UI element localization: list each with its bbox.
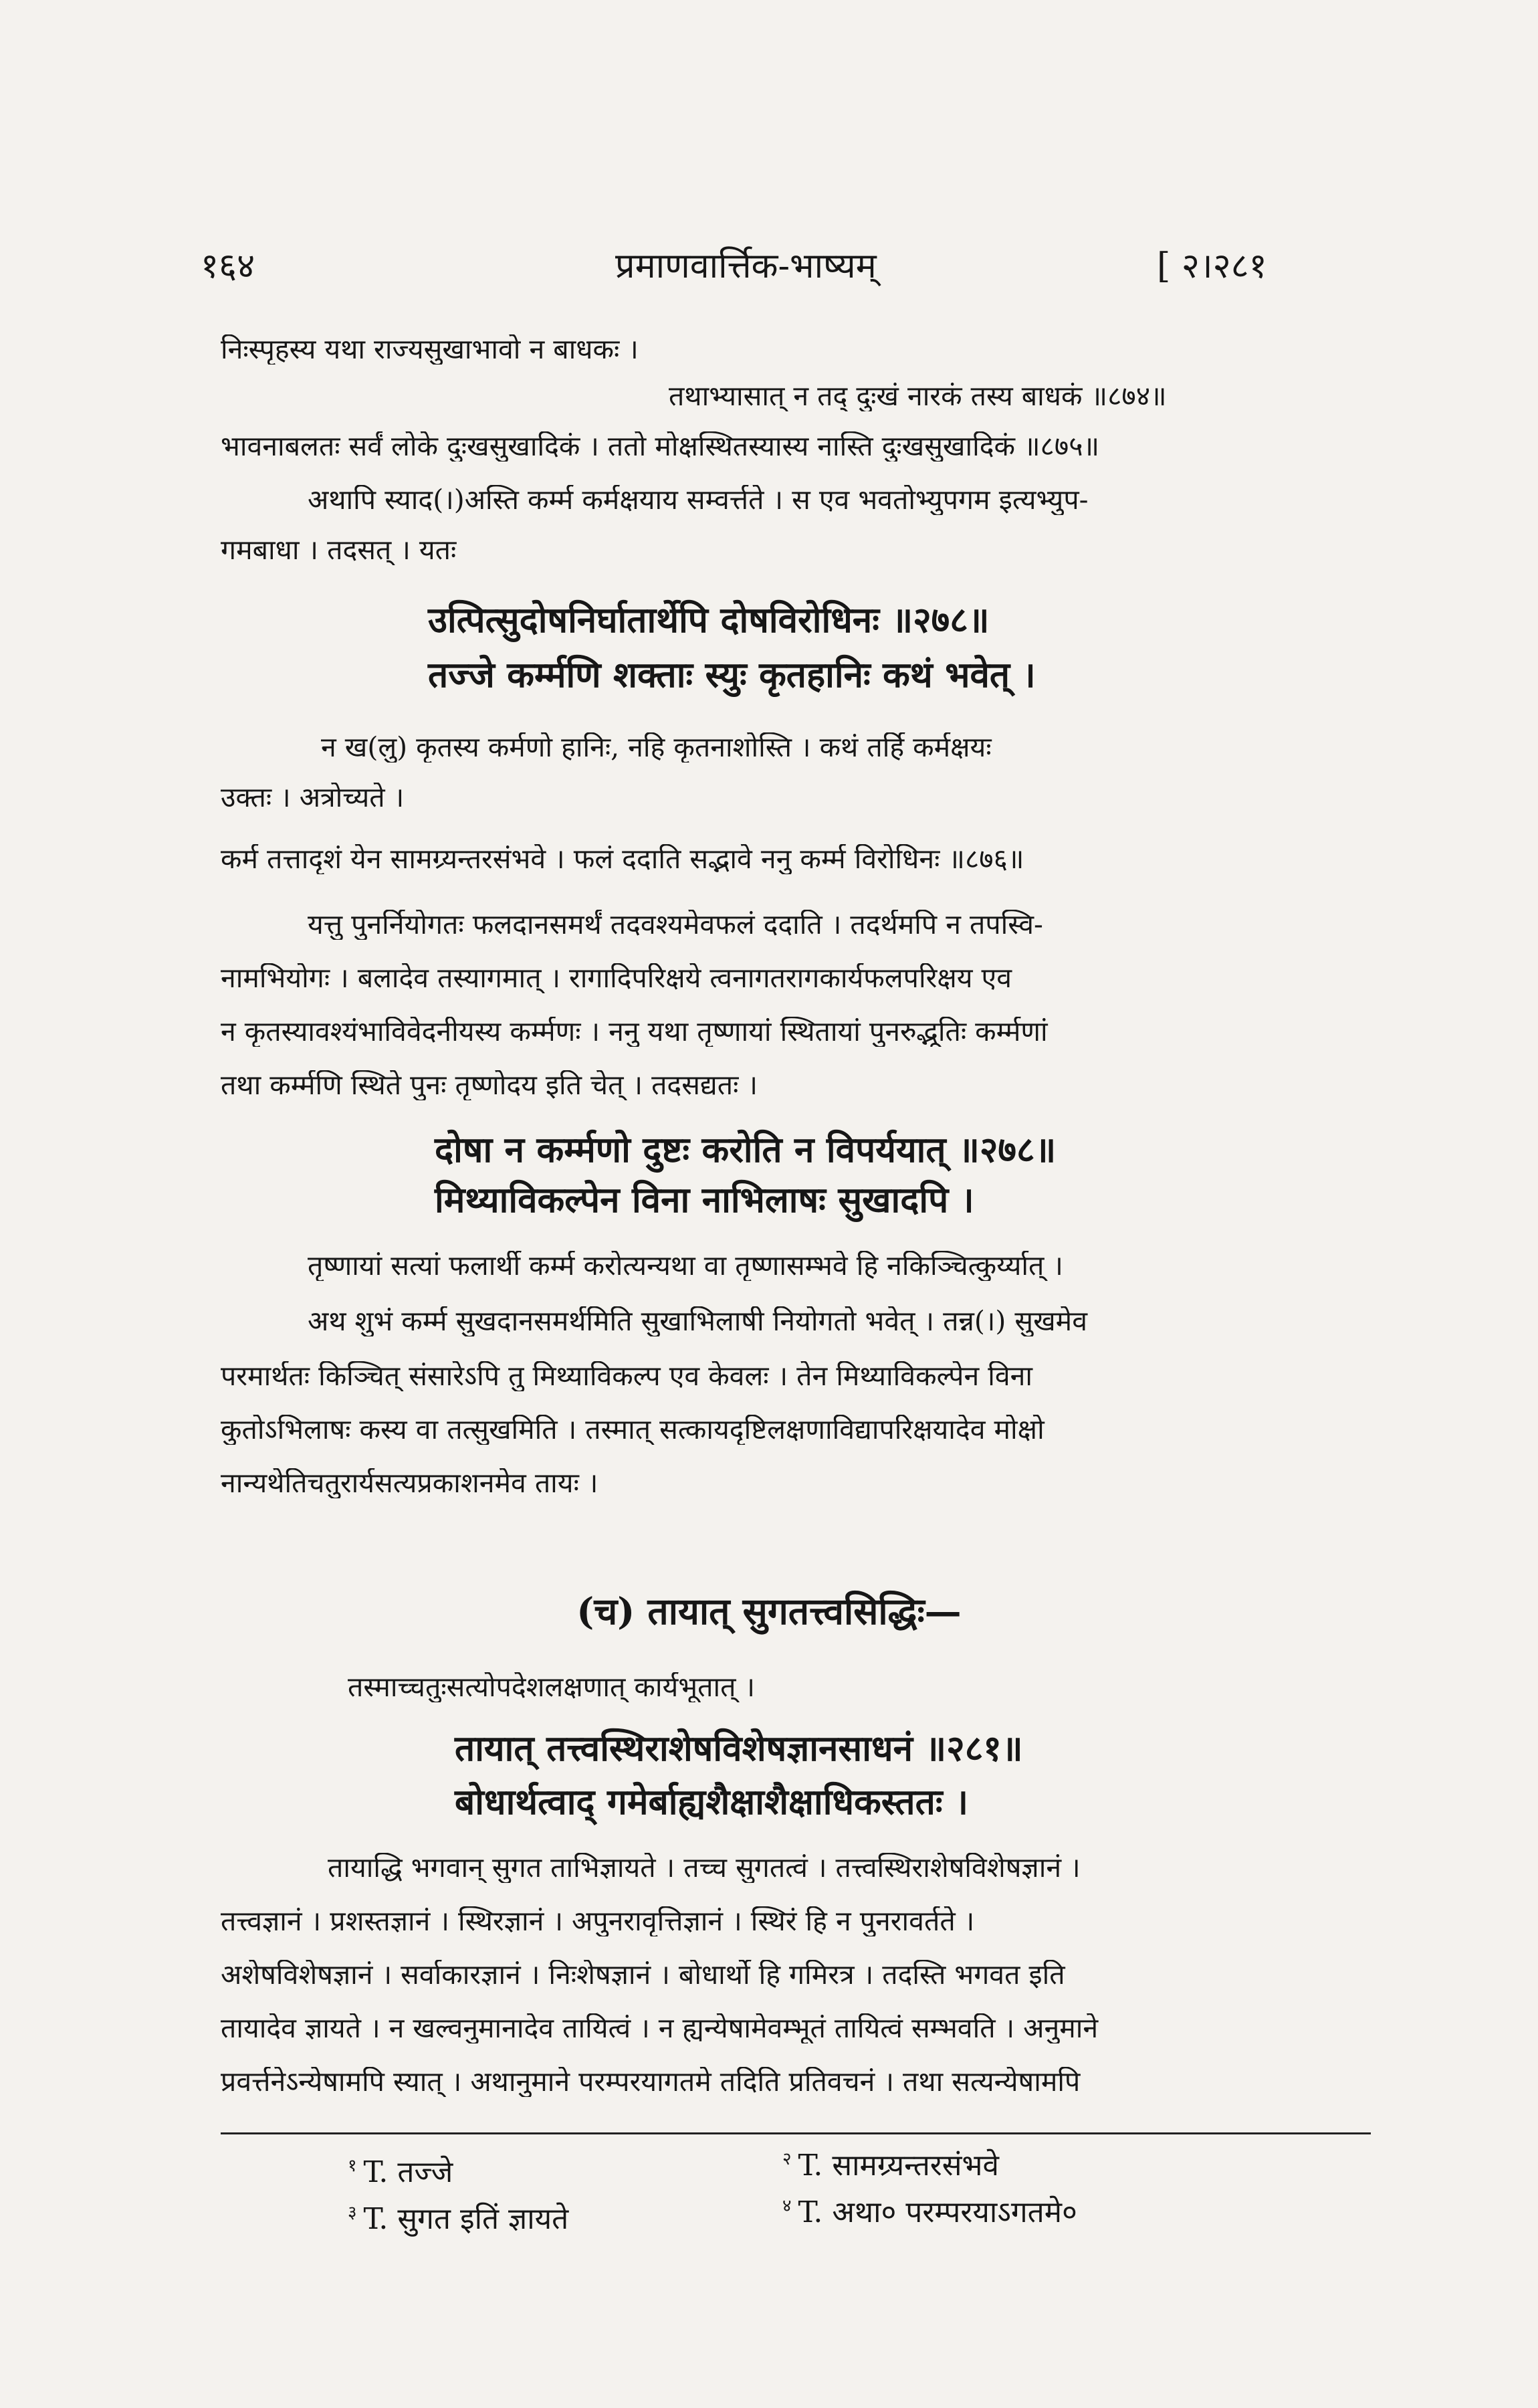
verse-line: बोधार्थत्वाद् गमेर्बाह्यशैक्षाशैक्षाधिकस्ततः । [455, 1781, 969, 1823]
text-line: अशेषविशेषज्ञानं । सर्वाकारज्ञानं । निःशेषज्ञानं । बोधार्थो हि गमिरत्र । तदस्ति भगवत इति [221, 1960, 1065, 1991]
text-line: निःस्पृहस्य यथा राज्यसुखाभावो न बाधकः । [221, 334, 639, 365]
text-line: नामभियोगः । बलादेव तस्यागमात् । रागादिपरिक्षये त्वनागतरागकार्यफलपरिक्षय एव [221, 963, 1012, 994]
text-line: यत्तु पुनर्नियोगतः फलदानसमर्थं तदवश्यमेवफलं ददाति । तदर्थमपि न तपस्वि- [308, 910, 1043, 940]
text-line: भावनाबलतः सर्वं लोके दुःखसुखादिकं । ततो मोक्षस्थितस्यास्य नास्ति दुःखसुखादिकं ॥८७५॥ [221, 431, 1100, 462]
footnote [348, 2197, 568, 2237]
footnote-text: T. सुगत इतिं ज्ञायते [363, 2202, 569, 2236]
footnote-divider [221, 2132, 1371, 2134]
text-line: प्रवर्त्तनेऽन्येषामपि स्यात् । अथानुमाने परम्परयागतमे तदिति प्रतिवचनं । तथा सत्यन्येषामपि [221, 2067, 1081, 2098]
footnote [782, 2191, 1077, 2231]
text-line: अथ शुभं कर्म्म सुखदानसमर्थमिति सुखाभिलाषी नियोगतो भवेत् । तन्न(।) सुखमेव [308, 1306, 1088, 1337]
text-line: तायाद्धि भगवान् सुगत ताभिज्ञायते । तच्च सुगतत्वं । तत्त्वस्थिराशेषविशेषज्ञानं । [328, 1853, 1081, 1884]
verse-line: तायात् तत्त्वस्थिराशेषविशेषज्ञानसाधनं ॥२८१॥ [455, 1728, 1023, 1769]
text-line: तृष्णायां सत्यां फलार्थी कर्म्म करोत्यन्यथा वा तृष्णासम्भवे हि नकिञ्चित्कुर्य्यात् । [308, 1251, 1063, 1282]
footnote-text: T. तज्जे [363, 2155, 453, 2189]
text-line: तस्माच्चतुःसत्योपदेशलक्षणात् कार्यभूतात् । [348, 1672, 756, 1703]
verse-line: दोषा न कर्म्मणो दुष्टः करोति न विपर्ययात् ॥२७८॥ [435, 1129, 1057, 1171]
footnote-text: T. सामग्र्यन्तरसंभवे [798, 2148, 999, 2183]
text-line: गमबाधा । तदसत् । यतः [221, 535, 457, 566]
text-line: उक्तः । अत्रोच्यते । [221, 783, 405, 813]
footnote [782, 2144, 999, 2184]
verse-line: तज्जे कर्म्मणि शक्ताः स्युः कृतहानिः कथं भवेत् । [428, 654, 1036, 696]
footnote-text: T. अथा० परम्परयाऽगतमे० [798, 2195, 1077, 2229]
text-line: तत्त्वज्ञानं । प्रशस्तज्ञानं । स्थिरज्ञानं । अपुनरावृत्तिज्ञानं । स्थिरं हि न पुनरावर्तते । [221, 1906, 975, 1937]
section-heading: (च) तायात् सुगतत्त्वसिद्धिः— [576, 1589, 962, 1633]
text-line: तथा कर्म्मणि स्थिते पुनः तृष्णोदय इति चेत् । तदसद्यतः । [221, 1070, 758, 1101]
verse-line: उत्पित्सुदोषनिर्घातार्थेपि दोषविरोधिनः ॥२७८॥ [428, 599, 990, 641]
running-title: प्रमाणवार्त्तिक-भाष्यम् [615, 246, 877, 286]
text-line: तथाभ्यासात् न तद् दुःखं नारकं तस्य बाधकं ॥८७४॥ [669, 381, 1167, 412]
verse-line: मिथ्याविकल्पेन विना नाभिलाषः सुखादपि । [435, 1179, 974, 1221]
text-line: न ख(लु) कृतस्य कर्मणो हानिः, नहि कृतनाशोस्ति । कथं तर्हि कर्मक्षयः [321, 732, 992, 763]
footnote-mark: १ [348, 2156, 357, 2177]
text-line: कुतोऽभिलाषः कस्य वा तत्सुखमिति । तस्मात् सत्कायदृष्टिलक्षणाविद्यापरिक्षयादेव मोक्षो [221, 1415, 1045, 1445]
footnote-mark: २ [782, 2149, 792, 2170]
footnote-mark: ४ [782, 2196, 792, 2217]
footnote-mark: ३ [348, 2203, 357, 2223]
text-line: अथापि स्याद(।)अस्ति कर्म्म कर्मक्षयाय सम्वर्त्तते । स एव भवतोभ्युपगम इत्यभ्युप- [308, 485, 1089, 516]
text-line: तायादेव ज्ञायते । न खल्वनुमानादेव तायित्वं । न ह्यन्येषामेवम्भूतं तायित्वं सम्भवति । अनुमाने [221, 2013, 1099, 2044]
page-number: १६४ [201, 246, 255, 286]
text-line: परमार्थतः किञ्चित् संसारेऽपि तु मिथ्याविकल्प एव केवलः । तेन मिथ्याविकल्पेन विना [221, 1361, 1033, 1392]
text-line: नान्यथेतिचतुरार्यसत्यप्रकाशनमेव तायः । [221, 1468, 598, 1499]
footnote [348, 2150, 453, 2191]
section-reference: [ २।२८१ [1157, 246, 1267, 286]
text-line: न कृतस्यावश्यंभाविवेदनीयस्य कर्म्मणः । ननु यथा तृष्णायां स्थितायां पुनरुद्भूतिः कर्म्मणां [221, 1017, 1048, 1047]
text-line: कर्म तत्तादृशं येन सामग्र्यन्तरसंभवे । फलं ददाति सद्भावे ननु कर्म्म विरोधिनः ॥८७६॥ [221, 844, 1024, 875]
